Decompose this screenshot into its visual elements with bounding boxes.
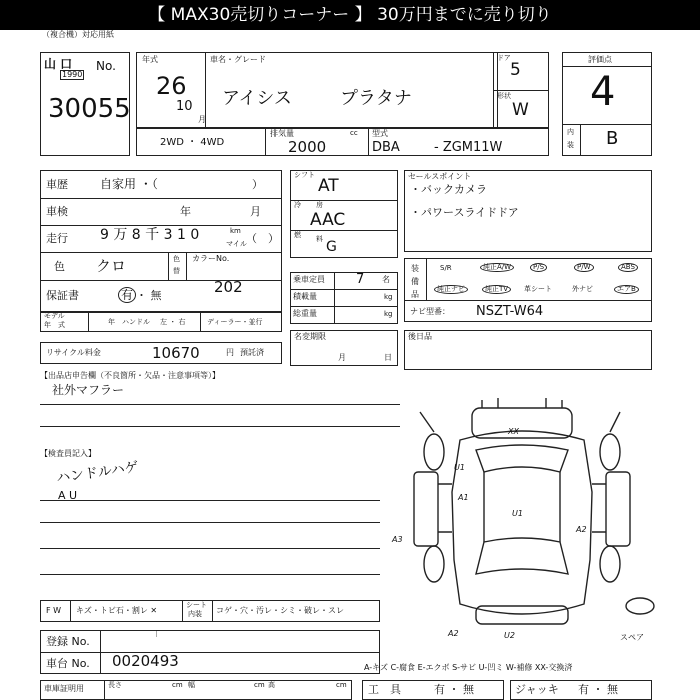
handle-label: ハンドル	[122, 318, 150, 326]
tools-label: 工 具	[368, 683, 401, 696]
seat-label-2: 内装	[188, 610, 202, 618]
seller-notes-label: 【出品店申告欄（不良箇所・欠品・注意事項等）】	[40, 371, 220, 380]
registration-label: 登録 No.	[46, 635, 90, 648]
warranty-no: ・ 無	[136, 289, 162, 302]
recycle-label: リサイクル料金	[46, 348, 101, 357]
form-caption: （複合機）対応用紙	[42, 30, 114, 39]
recycle-value: 10670	[152, 344, 200, 362]
mileage-label: 走行	[46, 232, 68, 245]
warranty-yes: 有	[118, 287, 136, 303]
mark-left-door: A1	[458, 493, 469, 502]
ac-label-1: 冷	[294, 201, 301, 209]
inspection-month-unit: 月	[250, 205, 261, 218]
car-grade: プラタナ	[340, 88, 412, 109]
equip-ps: P/S	[530, 263, 547, 272]
cert-height-unit: cm	[336, 681, 347, 689]
interior-conditions: コゲ・穴・汚レ・シミ・破レ・スレ	[216, 606, 344, 615]
registration-value: 「	[150, 631, 160, 642]
model-label: 型式	[372, 129, 388, 138]
chassis-value: 0020493	[112, 652, 179, 670]
model-prefix: DBA	[372, 140, 400, 155]
year-label: 年式	[142, 55, 158, 64]
cert-width-unit: cm	[254, 681, 265, 689]
cert-length: 長さ	[108, 681, 122, 689]
cert-width: 幅	[188, 681, 195, 689]
chassis-label: 車台 No.	[46, 657, 90, 670]
displacement-unit: cc	[350, 129, 358, 137]
inspector-notes-label: 【検査員記入】	[40, 449, 96, 458]
later-installed-box	[404, 330, 652, 370]
displacement-value: 2000	[288, 138, 327, 156]
banner: 【 MAX30売切りコーナー 】 30万円までに売り切り	[0, 0, 700, 30]
fuel-label-1: 燃	[294, 231, 301, 239]
mark-left-rear: A3	[392, 535, 403, 544]
car-outline	[414, 398, 654, 624]
interior-label-1: 内	[567, 128, 574, 136]
sales-point-2: ・パワースライドドア	[410, 206, 519, 219]
mark-rear-center: U2	[504, 631, 515, 640]
color-value: クロ	[96, 257, 127, 275]
venue: 山 口	[44, 57, 73, 71]
drive-text: 2WD ・ 4WD	[160, 137, 225, 148]
cert-length-unit: cm	[172, 681, 183, 689]
name-change-day: 日	[384, 353, 392, 362]
score-label: 評価点	[588, 55, 612, 64]
name-change-month: 月	[338, 353, 346, 362]
total-weight-label: 総重量	[293, 309, 317, 318]
dealer-label: ディーラー・並行	[207, 318, 263, 326]
name-change-label: 名変期限	[294, 332, 326, 341]
damage-legend: A-キズ C-腐食 E-エクボ S-サビ U-凹ミ W-補修 XX-交換済	[364, 663, 573, 672]
equip-abs: ABS	[618, 263, 638, 272]
equip-pw: P/W	[574, 263, 594, 272]
body-type-label: 形状	[497, 92, 511, 100]
history-label: 車歴	[46, 178, 68, 191]
handle-options: 左 ・ 右	[160, 318, 186, 326]
mark-left-front: U1	[454, 463, 465, 472]
interior-label-2: 装	[567, 141, 574, 149]
interior-value: B	[606, 128, 619, 149]
color-label: 色	[54, 260, 65, 273]
load-unit: kg	[384, 293, 393, 301]
history-close: ）	[252, 178, 263, 191]
year-value: 26	[156, 72, 187, 100]
mark-center: U1	[512, 509, 523, 518]
color-no-label: カラーNo.	[192, 254, 230, 263]
jack-label: ジャッキ	[515, 683, 559, 696]
equip-airbag: エアB	[614, 285, 639, 294]
car-name: アイシス	[222, 88, 292, 109]
mark-right-door: A2	[576, 525, 587, 534]
mileage-value: 9 万 8 千 3 1 0	[100, 227, 200, 243]
mark-rear-left: A2	[448, 629, 459, 638]
color-change-2: 替	[173, 267, 180, 275]
mileage-unit-km: km	[230, 227, 241, 235]
year-month: 10	[176, 99, 193, 114]
navi-model-label: ナビ型番：	[410, 307, 450, 316]
equip-ext-navi: 外ナビ	[572, 285, 593, 293]
car-name-label: 車名・グレード	[210, 55, 266, 64]
shift-label: シフト	[294, 171, 315, 179]
displacement-label: 排気量	[270, 129, 294, 138]
month-unit: 月	[198, 115, 206, 124]
capacity-value: 7	[356, 272, 365, 287]
jack-value: 有 ・ 無	[578, 683, 618, 696]
total-weight-unit: kg	[384, 310, 393, 318]
score-value: 4	[590, 69, 616, 115]
equip-tv: 純正TV	[482, 285, 511, 294]
inspection-label: 車検	[46, 205, 68, 218]
recycle-note: 預託済	[240, 348, 264, 357]
model-year-label-1: モデル	[44, 312, 65, 320]
navi-model-value: NSZT-W64	[476, 304, 544, 319]
sales-point-1: ・バックカメラ	[410, 183, 487, 196]
equip-leather: 革シート	[524, 285, 552, 293]
capacity-label: 乗車定員	[293, 275, 325, 284]
equip-navi: 純正ナビ	[434, 285, 468, 294]
equip-sr: S/R	[440, 264, 452, 272]
mileage-paren: （ ）	[246, 232, 279, 245]
color-change-1: 色	[173, 255, 180, 263]
inspector-notes-line2: A U	[58, 489, 78, 502]
year-code: 1990	[62, 70, 83, 79]
warranty-label: 保証書	[46, 289, 79, 302]
inspector-notes-line1: ハンドルハゲ	[55, 459, 140, 487]
doors-label: ドア	[497, 54, 511, 62]
cert-label: 車庫証明用	[44, 684, 84, 693]
equip-aw: 純正A/W	[480, 263, 514, 272]
spare-label: スペア	[620, 633, 644, 642]
later-installed-label: 後日品	[408, 332, 432, 341]
cert-height: 高	[268, 681, 275, 689]
lot-number: 30055	[48, 94, 131, 124]
exterior-conditions: キズ・トビ石・割レ ✕	[76, 606, 158, 615]
history-value: 自家用 ・（	[100, 177, 158, 191]
fuel-value: G	[326, 239, 337, 255]
tools-value: 有 ・ 無	[434, 683, 474, 696]
recycle-unit: 円	[226, 348, 234, 357]
load-label: 積載量	[293, 292, 317, 301]
ac-label-2: 房	[316, 201, 323, 209]
color-no-value: 202	[214, 278, 243, 296]
seller-notes-text: 社外マフラー	[52, 383, 125, 397]
model-year-unit: 年	[108, 318, 115, 326]
fuel-label-2: 料	[316, 235, 323, 243]
sales-points-label: セールスポイント	[408, 172, 472, 181]
seat-label-1: シート	[186, 601, 207, 609]
capacity-unit: 名	[382, 275, 390, 284]
inspection-year-unit: 年	[180, 205, 191, 218]
fw-label: F W	[46, 606, 62, 615]
equipment-label: 装 備 品	[411, 264, 419, 299]
model-code: - ZGM11W	[434, 140, 503, 155]
header-main-box	[136, 52, 498, 128]
model-year-label-2: 年 式	[44, 321, 65, 329]
mileage-unit-mile: マイル	[226, 240, 247, 248]
ac-value: AAC	[310, 210, 346, 230]
mark-roof: XX	[508, 427, 519, 436]
lot-no-label: No.	[96, 59, 116, 73]
body-type-value: W	[512, 100, 529, 120]
shift-value: AT	[318, 176, 339, 196]
doors-value: 5	[510, 60, 521, 80]
cert-box	[40, 680, 352, 700]
car-diagram	[392, 392, 660, 642]
